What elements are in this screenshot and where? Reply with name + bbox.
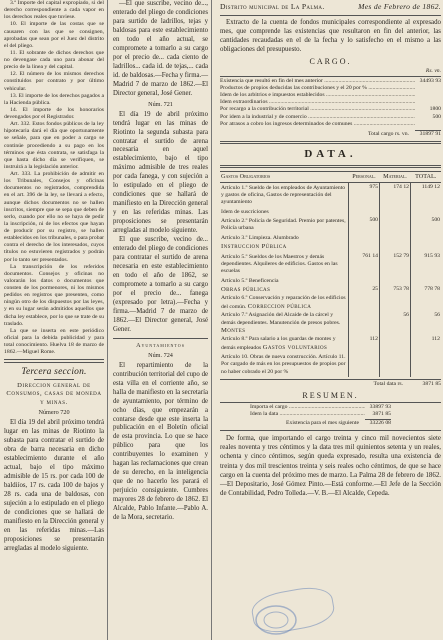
col-header: TOTAL.	[411, 172, 442, 183]
paragraph: 12. El número de los mismos derechos constituidos por contrato y por último vehicular.	[4, 71, 104, 92]
paragraph: El que suscribe, vecino de... enterado del pliego de condiciones para contratar el surtido de arena necesaria en este establecimiento en todo el año de 1862, se compromete a tomarlo a su cargo por el precio de... fanega (expresado por letra).—Fecha y firma.—Madrid 7 de marzo de 1862.—El Director general, José Gener.	[113, 236, 208, 333]
cargo-row: Idem extraordinarios .....	[220, 99, 441, 106]
table-row: Artículo 7.º Asignación del Alcaide de la cárcel y demás dependientes. Manutención de presos pobres. Montes 56 56	[221, 312, 440, 334]
notice-body	[113, 362, 208, 523]
cargo-total: 31897 91	[415, 130, 441, 138]
paragraph: 14. El importe de los honorarios devengados por el Registrador.	[4, 106, 104, 120]
resumen-rule	[220, 402, 441, 403]
table-row: Artículo 3.º Limpieza. Alumbrado	[220, 233, 441, 242]
column-right	[216, 0, 441, 640]
cargo-unit: Rs. vn.	[425, 67, 441, 74]
cargo-row: Idem de los arbitrios e impuestos establecidos .....	[220, 92, 441, 99]
paragraph: 13. El importe de los derechos pagados a la Hacienda pública.	[4, 92, 104, 106]
month-label: Mes de Febrero de 1862.	[358, 2, 441, 11]
paragraph: Art. 333. La prohibición de admitir en los Tribunales, Consejos y oficinas documentos no registrados, comprendida en el art. 396 de la ley, se llevará a efecto, aunque dichos documentos no se hallen inscritos, siempre que se sepa que deben de serlo, cuando por ello no se haya de pedir la inscripción, ni de los efectos que hayan de producir por su registro, se hallen establecidos en los tribunales, o para probar contra el derecho de los interesados, cuyos títulos no estuvieren registrados y podrán por lo tanto ser presentados.	[4, 171, 104, 263]
table-row: Artículo 10. Obras de nueva construcción. Artículo 11. Por cargado de más en los presupuestos de propios por no haber cobrado el 20 por %	[220, 352, 441, 376]
gastos-header-row	[220, 172, 441, 183]
paragraph: El día 19 de abril próximo tendrá lugar en las minas de Riotinto la segunda subasta para contratar el surtido de arena necesaria en aquel establecimiento, bajo el tipo máximo admisible de tres reales por cada fanega, y con sujeción a lo estipulado en el pliego de condiciones que se hallará de manifiesto en la Dirección general y en las referidas minas. Las proposiciones se presentarán arregladas al modelo siguiente.	[113, 110, 208, 235]
gastos-table	[220, 171, 441, 376]
data-total: 3871 85	[422, 380, 441, 387]
table-row: Artículo 2.º Policía de Seguridad. Premio por patentes, Policía urbana 500 500	[221, 216, 440, 232]
data-total-label: Total data rs.	[373, 380, 403, 387]
notice-number: Número 720	[38, 409, 70, 417]
cargo-total-row	[220, 130, 441, 138]
cargo-row: Por atrasos a cobro los ingresos determinados de comunes .....	[220, 121, 441, 128]
left-articles	[4, 0, 104, 356]
notice-body	[113, 111, 208, 335]
section-divider	[4, 359, 104, 363]
resumen-row: Idem la data ..... 3871 85	[250, 411, 391, 418]
col-header: Gastos Obligatorios	[220, 172, 349, 183]
cargo-row: Existencia que resultó en fin del mes anterior ..... 34493 93	[220, 78, 441, 85]
section-title: Ayuntamientos	[136, 341, 185, 349]
table-row: Artículo 8.º Para salario a los guardas de montes y demás empleados Gastos voluntarios 112 112	[221, 336, 440, 351]
ink-stamp-seal	[252, 602, 300, 638]
title-underline	[34, 379, 74, 380]
resumen-list	[220, 404, 441, 427]
cargo-row: Productos de propios deducidas las contribuciones y el 20 por % .....	[220, 85, 441, 92]
section-divider	[113, 338, 208, 339]
notice-number: Núm. 724	[148, 351, 173, 359]
cargo-title: CARGO.	[309, 56, 352, 66]
data-title: DATA.	[304, 148, 357, 161]
table-row: Obras públicas 25 753 78 778 78	[221, 286, 440, 294]
data-divider-top	[220, 141, 441, 145]
table-row: Instruccion Pública	[220, 243, 441, 252]
district-name: Distrito municipal de La Palma.	[220, 2, 325, 11]
paragraph: —El que suscribe, vecino de..., enterado del pliego de condiciones para surtido de ladrillos, tejas y baldosas para este establecimiento en todo el año actual, se compromete a tomarlo a su cargo por el precio de... cada ciento de ladrillos... cada id. de tejas,... cada id. de baldosas.—Fecha y firma.—Madrid 7 de marzo de 1862.—El Director general, José Gener.	[113, 0, 208, 97]
cargo-list	[220, 78, 441, 128]
paragraph: 11. El sobrante de dichos derechos que no devengase cada uno para abonar del precio de la linea y del capital.	[4, 49, 104, 71]
district-header	[220, 2, 441, 12]
table-row: Artículo 1.º Sueldo de los empleados de Ayuntamiento y gastos de oficina, Gastos de representación del ayuntamiento 975 174 12 1149 12	[221, 183, 440, 206]
notice-body	[4, 419, 104, 554]
closing-rule	[220, 430, 441, 431]
table-row: Artículo 5.º Sueldos de los Maestros y demás dependientes. Alquileres de edificios. Gastos en las escuelas 761 14 152 79 915 93	[221, 252, 440, 275]
header-rule	[220, 15, 441, 16]
table-row: Artículo 5.º Beneficencia	[220, 276, 441, 285]
paragraph: 10. El importe de las costas que se causaren con las que se consignen, aprobadas que sean por el Juez del distrito el del pliego.	[4, 21, 104, 49]
paragraph: La transcripción de los referidos documentos. Consejos y oficinas no valorarán los datos o documentos que consten de los pormenores, ni los mismos pedidos en registros que presenten, como ningún otro de los dispuestos por las leyes, y en su lugar serán admitidos aquellos que dicha ley establece, por lo que se trate de su traslado.	[4, 263, 104, 327]
paragraph: Art. 332. Estos fondos públicos de la ley hipotecaria dará el día que oportunamente se señale, para que en poder a cargo se continúe procediendo a su pago en los términos que ésta contrata, se satisfaga la que hasta dicho día se verifiquen, se instruirá a la legislación anterior.	[4, 121, 104, 170]
cargo-row: Por idem a la industrial y de comercio ..... 500	[220, 114, 441, 121]
closing-paragraph: De forma, que importando el cargo treinta y cinco mil novecientos siete reales noventa y tres céntimos y la data tres mil quinientos setenta y un reales, ochenta y cinco céntimos, según queda expresado, resulta una existencia de treinta y dos mil trescientos treinta y seis reales ocho céntimos, de que se hace cargo en la cuenta del próximo mes de marzo. La Palma 28 de febrero de 1862.—El Depositario, José Gómez Pinto.—Está conforme.—El Jefe de la Sección de Contabilidad, Pedro Tolleda.—V. B.—El Alcalde, Cepeda.	[220, 435, 441, 497]
cargo-total-label: Total cargo rs. vn.	[367, 130, 409, 137]
resumen-existencia: 33226 08	[365, 419, 391, 427]
col-header: Personal.	[349, 172, 380, 183]
cargo-rule	[220, 76, 441, 77]
data-total-row	[220, 379, 441, 388]
data-divider-bottom	[220, 165, 441, 169]
section-subtitle: Direccion general de Consumos, casas de moneda y minas.	[6, 381, 102, 406]
resumen-row: Importa el cargo ..... 33897 93	[250, 404, 391, 411]
paragraph: El repartimiento de la contribución territorial del cupo de esta villa en el corriente año, se halla de manifiesto en la secretaría de ayuntamiento, por término de ocho días, que empezarán a contarse desde que este inserta la publicación en el Boletín oficial de esta provincia. Lo que se hace público para que los contribuyentes lo examinen y hagan las reclamaciones que crean de su derecho, en la inteligencia que de no hacerlo les parará el perjuicio consiguiente. Cumbres mayores 28 de febrero de 1862. El Alcalde, Pablo Infante.—Pablo A. de la Mora, secretario.	[113, 361, 208, 522]
paragraph: El día 19 del abril próximo tendrá lugar en las minas de Riotinto la subasta para contratar el surtido de obra de barra necesaria en dicho establecimiento durante el año actual, bajo el tipo máximo admisible de 15 rs. por cada 100 de baldiíos, 17 rs. cada 100 de bajos y 28 rs. cada una de baldosas, con sujeción a lo estipulado en el pliego de condiciones que se hallará de manifiesto en la Dirección general y en las referidas minas.—Las proposiciones se presentarán arregladas al modelo siguiente.	[4, 419, 104, 552]
table-row: Artículo 6.º Conservación y reparación de los edificios del común. Correccion pública	[220, 295, 441, 312]
model-text	[113, 0, 208, 99]
section-title: Tercera seccion.	[21, 366, 87, 377]
table-row: Idem de suscriciones	[220, 207, 441, 216]
resumen-existencia-row	[250, 419, 391, 427]
intro-paragraph: Extracto de la cuenta de fondos municipales correspondiente al expresado mes, que comprende las existencias que resultaron en fin del anterior, las cantidades recaudadas en el de la fecha y lo satisfecho en el mismo a las obligaciones del presupuesto.	[220, 18, 441, 53]
cargo-row: Por recargo a la contribución territorial ..... 1800	[220, 106, 441, 113]
resumen-existencia-label: Existencia para el mes siguiente	[286, 420, 359, 427]
col-header: Material.	[380, 172, 411, 183]
paragraph: 3.ª Importe del capital expropiado, si del derecho correspondiente a cada vapor en los derechos reales que tuviese.	[4, 0, 104, 21]
column-middle	[110, 0, 212, 640]
resumen-title: RESUMEN.	[302, 390, 359, 400]
paragraph: La que se inserta en este periódico oficial para la debida publicidad y para total conocimiento. Huelva 18 de marzo de 1862.—Miguel Rome.	[4, 327, 104, 356]
notice-number: Núm. 721	[148, 100, 173, 108]
column-left	[4, 0, 108, 640]
